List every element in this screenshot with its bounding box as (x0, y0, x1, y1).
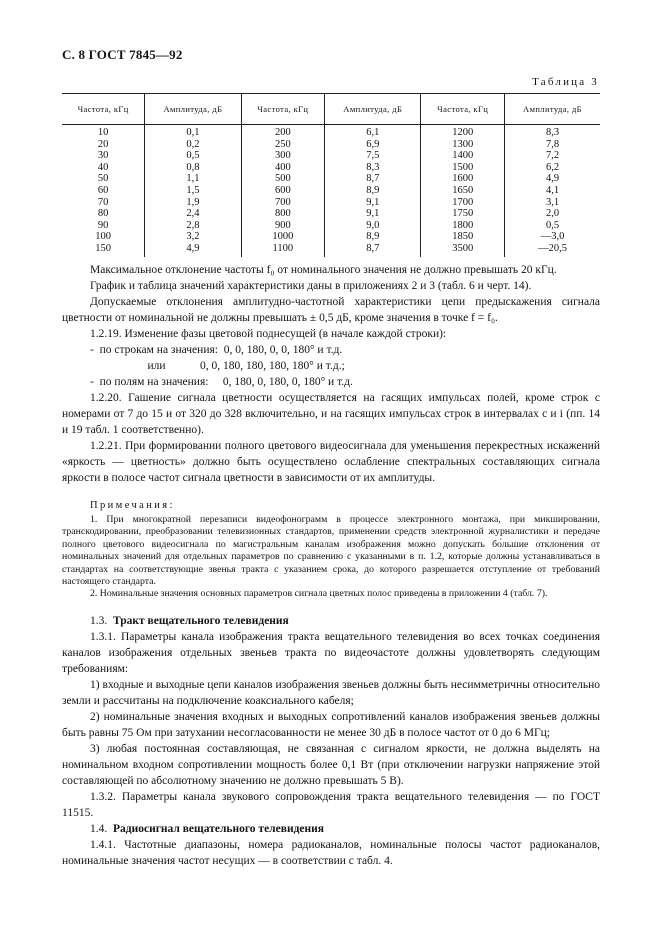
paragraph: Максимальное отклонение частоты f₀ от номинального значения не должно превышать 20 кГц. (90, 264, 557, 276)
table-cell: 50 (97, 173, 109, 185)
table-cell: —20,5 (505, 243, 601, 257)
table-cell: 8,7 (325, 173, 421, 185)
table-cell: 8,9 (325, 185, 421, 197)
table-cell: 0,8 (145, 162, 241, 174)
page-header: С. 8 ГОСТ 7845—92 (62, 47, 183, 62)
table-cell: 400 (241, 162, 325, 174)
table-cell: 1300 (421, 139, 505, 151)
table-cell: 8,7 (325, 243, 421, 257)
column-header: Амплитуда, дБ (325, 94, 421, 125)
section-number: 1.4. (90, 822, 108, 835)
table-cell: 500 (241, 173, 325, 185)
table-cell: 0,5 (505, 220, 601, 232)
table-row (62, 173, 600, 185)
table-cell: 70 (97, 196, 109, 208)
table-cell: 0,5 (145, 150, 241, 162)
table-cell: 6,2 (505, 162, 601, 174)
paragraph: 1.2.20. Гашение сигнала цветности осуществляется на гасящих импульсах полей, кроме строк с номерами от 7 до 15 и от 320 до 328 включительно, и на гасящих импульсах строк в интервалах c и i (пп. 14 и 19 табл. 1 соответственно). (62, 392, 600, 436)
table-cell: 90 (97, 219, 109, 231)
table-cell: 9,1 (325, 208, 421, 220)
paragraph: 1.2.21. При формировании полного цветового видеосигнала для уменьшения перекрестных искажений «яркость — цветность» должно быть осуществлено ослабление спектральных составляющих сигнала яркости в полосе частот сигнала цветности в зависимости от их амплитуды. (62, 440, 600, 484)
table-cell: 3,2 (145, 231, 241, 243)
table-cell: 250 (241, 139, 325, 151)
table-cell: 6,9 (325, 139, 421, 151)
paragraph: 1.2.19. Изменение фазы цветовой поднесущей (в начале каждой строки): (90, 328, 447, 340)
column-header: Частота, кГц (421, 94, 505, 125)
table-cell: 3,1 (505, 197, 601, 209)
column-header: Частота, кГц (62, 94, 145, 125)
table-cell: 2,8 (145, 220, 241, 232)
table-cell: 8,9 (325, 231, 421, 243)
paragraph: 1.4.1. Частотные диапазоны, номера радиоканалов, номинальные полосы частот радиоканалов, номинальные значения частот несущих — в соответствии с табл. 4. (62, 838, 600, 867)
table-cell: 10 (97, 127, 109, 138)
table-cell: 1200 (421, 125, 505, 139)
table-cell: 800 (241, 208, 325, 220)
column-header: Амплитуда, дБ (505, 94, 601, 125)
table-cell: 2,0 (505, 208, 601, 220)
table-cell: 2,4 (145, 208, 241, 220)
list-item: - по полям на значения: 0, 180, 0, 180, 0, 180° и т.д. (90, 376, 353, 388)
table-cell: 9,1 (325, 197, 421, 209)
column-header: Частота, кГц (241, 94, 325, 125)
table-cell: 8,3 (325, 162, 421, 174)
table-cell: 6,1 (325, 125, 421, 139)
table-cell: 7,8 (505, 139, 601, 151)
table-cell: 80 (97, 208, 109, 220)
table-cell: 4,9 (505, 173, 601, 185)
table-cell: 1,5 (145, 185, 241, 197)
list-item: или 0, 0, 180, 180, 180, 180° и т.д.; (90, 360, 345, 372)
section-heading (62, 613, 600, 629)
table-cell: 3500 (421, 243, 505, 257)
table-header-row (62, 94, 600, 125)
column-header: Амплитуда, дБ (145, 94, 241, 125)
table-title: Таблица 3 (532, 76, 599, 88)
table-row (62, 162, 600, 174)
table-cell: 1100 (241, 243, 325, 257)
table-row (62, 243, 600, 257)
table-cell: 9,0 (325, 220, 421, 232)
table-cell: 1,9 (145, 197, 241, 209)
table-cell: 60 (97, 184, 109, 196)
notes-title: Примечания: (90, 500, 175, 511)
table-row (62, 185, 600, 197)
table-cell: 200 (241, 125, 325, 139)
paragraph: График и таблица значений характеристики даны в приложениях 2 и 3 (табл. 6 и черт. 14). (90, 280, 532, 292)
list-item: - по строкам на значения: 0, 0, 180, 0, 0, 180° и т.д. (90, 344, 343, 356)
table-cell: 8,3 (505, 125, 601, 139)
table-cell: 20 (97, 138, 109, 150)
table-row (62, 139, 600, 151)
table-cell: 1850 (421, 231, 505, 243)
table-cell: 7,5 (325, 150, 421, 162)
table-cell: 0,2 (145, 139, 241, 151)
note: 1. При многократной перезаписи видеофонограмм в процессе электронного монтажа, при микшировании, транскодировании, преобразовании телевизионных стандартов, применении средств электронной журналистики и передаче полного цветового видеосигнала по магистральным каналам изображения можно допускать бо́льшие отклонения от номинальных значений для отдельных параметров по сравнению с указанными в п. 1.2, которые должны устанавливаться в стандартах на соответствующие звенья тракта с указанием срока, до которого разрешается отступление от требований настоящего стандарта. (62, 514, 600, 588)
table-row (62, 150, 600, 162)
table-row (62, 220, 600, 232)
section-number: 1.3. (90, 614, 108, 627)
paragraph: 1.3.1. Параметры канала изображения тракта вещательного телевидения во всех точках соединения каналов изображения отдельных звеньев тракта по видеочастоте должны удовлетворять следующим требованиям: (62, 630, 600, 675)
list-item: 2) номинальные значения входных и выходных сопротивлений каналов изображения звеньев должны быть равны 75 Ом при затухании несогласованности не менее 30 дБ в полосе частот от 0 до 6 МГц; (62, 710, 600, 739)
table-cell: 4,9 (145, 243, 241, 257)
table-cell: 1,1 (145, 173, 241, 185)
table-cell: 150 (95, 242, 112, 254)
table-cell: 900 (241, 220, 325, 232)
list-item: 3) любая постоянная составляющая, не связанная с сигналом яркости, не должна выделять на номинальном входном сопротивлении мощность более 0,1 Вт (при отключении нагрузки напряжение этой составляющей по абсолютному значению не должно превышать 5 В). (62, 742, 600, 787)
section-title: Радиосигнал вещательного телевидения (113, 822, 324, 835)
table-row (62, 231, 600, 243)
table-body (62, 125, 600, 257)
table-row (62, 197, 600, 209)
table-cell: 30 (97, 150, 109, 162)
table-cell: 1750 (421, 208, 505, 220)
table-cell: 7,2 (505, 150, 601, 162)
section-title: Тракт вещательного телевидения (113, 614, 289, 627)
paragraph: 1.3.2. Параметры канала звукового сопровождения тракта вещательного телевидения — по ГОСТ 11515. (62, 790, 600, 819)
table-cell: 1500 (421, 162, 505, 174)
table-cell: 100 (95, 231, 112, 243)
table-row (62, 125, 600, 139)
table-cell: 40 (97, 161, 109, 173)
table-cell: 0,1 (145, 125, 241, 139)
table-cell: 300 (241, 150, 325, 162)
table-cell: 1650 (421, 185, 505, 197)
table-row (62, 208, 600, 220)
table-cell: 600 (241, 185, 325, 197)
main-text (62, 262, 600, 869)
list-item: 1) входные и выходные цепи каналов изображения звеньев должны быть несимметричны относительно земли и рассчитаны на подключение коаксиального кабеля; (62, 678, 600, 707)
table-cell: 1700 (421, 197, 505, 209)
frequency-amplitude-table (62, 93, 600, 257)
table-cell: 1600 (421, 173, 505, 185)
paragraph: Допускаемые отклонения амплитудно-частотной характеристики цепи предыскажения сигнала цветности от номинальной не должны превышать ± 0,5 дБ, кроме значения в точке f = f₀. (62, 296, 600, 324)
table-cell: 1400 (421, 150, 505, 162)
table-cell: —3,0 (505, 231, 601, 243)
table-cell: 1000 (241, 231, 325, 243)
section-heading (62, 821, 600, 837)
table-cell: 700 (241, 197, 325, 209)
table-cell: 4,1 (505, 185, 601, 197)
table-cell: 1800 (421, 220, 505, 232)
note: 2. Номинальные значения основных параметров сигнала цветных полос приведены в приложении 4 (табл. 7). (90, 588, 548, 600)
